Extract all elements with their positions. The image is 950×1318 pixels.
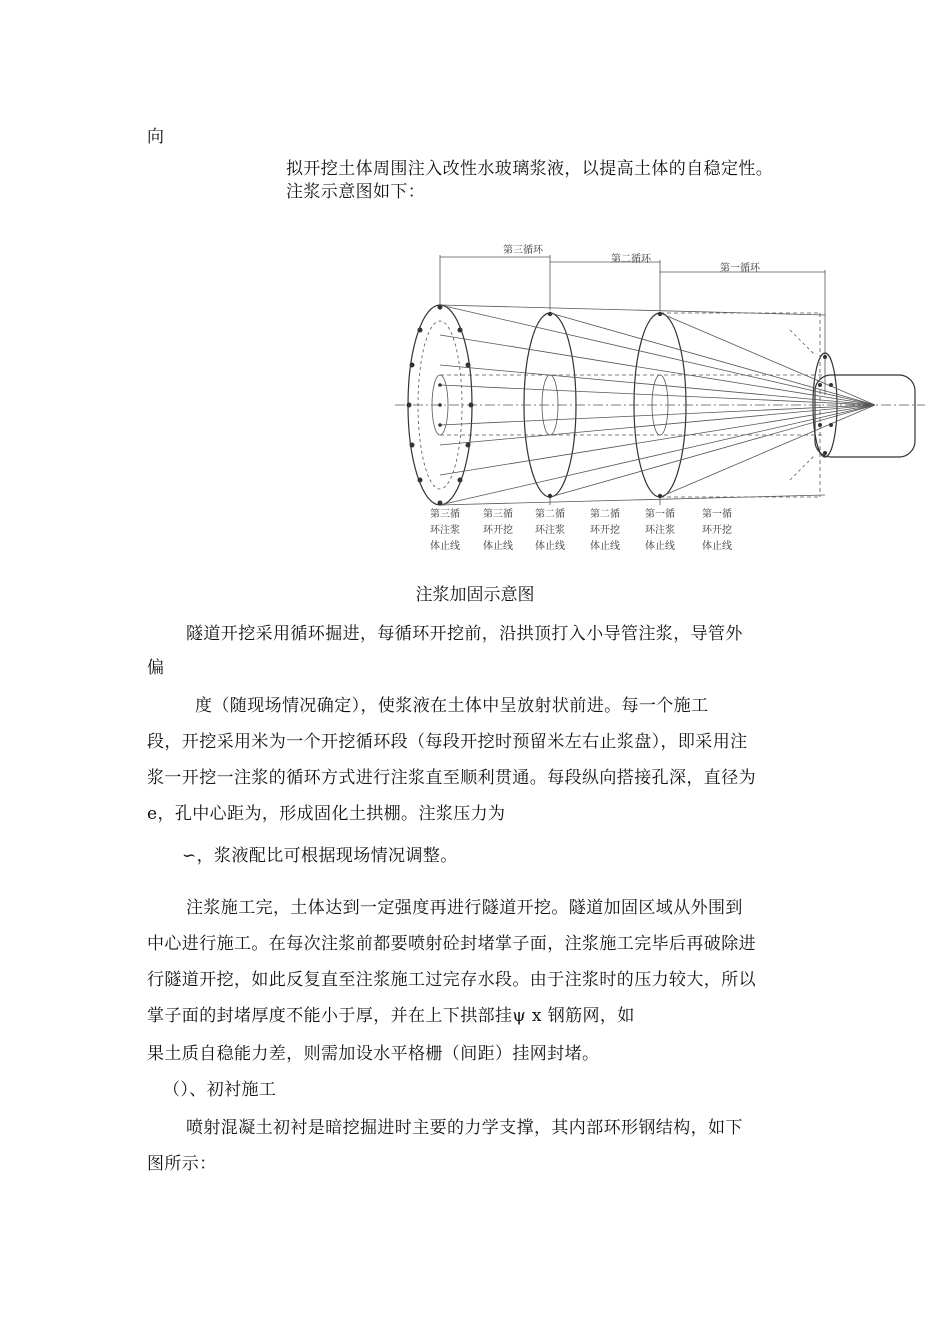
label-b1-2: 环注浆 bbox=[430, 525, 460, 536]
text-line: 向 bbox=[147, 127, 165, 147]
figure-caption: 注浆加固示意图 bbox=[415, 585, 535, 605]
label-b1-1: 第三循 bbox=[430, 509, 460, 520]
text-line: （）、初衬施工 bbox=[163, 1080, 277, 1100]
label-b3-2: 环注浆 bbox=[535, 525, 565, 536]
label-b6-1: 第一循 bbox=[702, 509, 732, 520]
label-b2-3: 体止线 bbox=[483, 541, 513, 552]
text-line: 注浆施工完，土体达到一定强度再进行隧道开挖。隧道加固区域从外围到 bbox=[186, 898, 743, 918]
label-b4-2: 环开挖 bbox=[590, 525, 620, 536]
label-b6-3: 体止线 bbox=[702, 541, 732, 552]
label-b2-1: 第三循 bbox=[483, 509, 513, 520]
grouting-diagram bbox=[395, 235, 925, 565]
text-line: 中心进行施工。在每次注浆前都要喷射砼封堵掌子面，注浆施工完毕后再破除进 bbox=[147, 934, 756, 954]
text-line: 注浆示意图如下： bbox=[286, 182, 426, 202]
label-b3-3: 体止线 bbox=[535, 541, 565, 552]
label-cycle-2: 第二循环 bbox=[611, 254, 651, 265]
label-b1-3: 体止线 bbox=[430, 541, 460, 552]
label-cycle-3: 第三循环 bbox=[503, 245, 543, 256]
text-line: 图所示： bbox=[147, 1154, 217, 1174]
text-line: ∽，浆液配比可根据现场情况调整。 bbox=[182, 846, 458, 866]
text-line: 果土质自稳能力差，则需加设水平格栅（间距）挂网封堵。 bbox=[147, 1044, 600, 1064]
label-b2-2: 环开挖 bbox=[483, 525, 513, 536]
label-b4-1: 第二循 bbox=[590, 509, 620, 520]
label-b4-3: 体止线 bbox=[590, 541, 620, 552]
label-b6-2: 环开挖 bbox=[702, 525, 732, 536]
text-line: 拟开挖土体周围注入改性水玻璃浆液，以提高土体的自稳定性。 bbox=[286, 159, 774, 179]
label-cycle-1: 第一循环 bbox=[720, 263, 760, 274]
label-b5-2: 环注浆 bbox=[645, 525, 675, 536]
text-line: 喷射混凝土初衬是暗挖掘进时主要的力学支撑，其内部环形钢结构，如下 bbox=[186, 1118, 743, 1138]
label-b3-1: 第二循 bbox=[535, 509, 565, 520]
label-b5-3: 体止线 bbox=[645, 541, 675, 552]
text-line: 段，开挖采用米为一个开挖循环段（每段开挖时预留米左右止浆盘），即采用注 bbox=[147, 732, 748, 752]
text-line: 浆一开挖一注浆的循环方式进行注浆直至顺利贯通。每段纵向搭接孔深，直径为 bbox=[147, 768, 756, 788]
text-line: 度（随现场情况确定），使浆液在土体中呈放射状前进。每一个施工 bbox=[195, 696, 709, 716]
text-line: 掌子面的封堵厚度不能小于厚，并在上下拱部挂ψ x 钢筋网，如 bbox=[147, 1006, 635, 1026]
label-b5-1: 第一循 bbox=[645, 509, 675, 520]
text-line: e，孔中心距为，形成固化土拱棚。注浆压力为 bbox=[147, 804, 506, 824]
text-line: 行隧道开挖，如此反复直至注浆施工过完存水段。由于注浆时的压力较大，所以 bbox=[147, 970, 756, 990]
text-line: 隧道开挖采用循环掘进，每循环开挖前，沿拱顶打入小导管注浆，导管外 bbox=[186, 624, 743, 644]
text-line: 偏 bbox=[147, 658, 165, 678]
